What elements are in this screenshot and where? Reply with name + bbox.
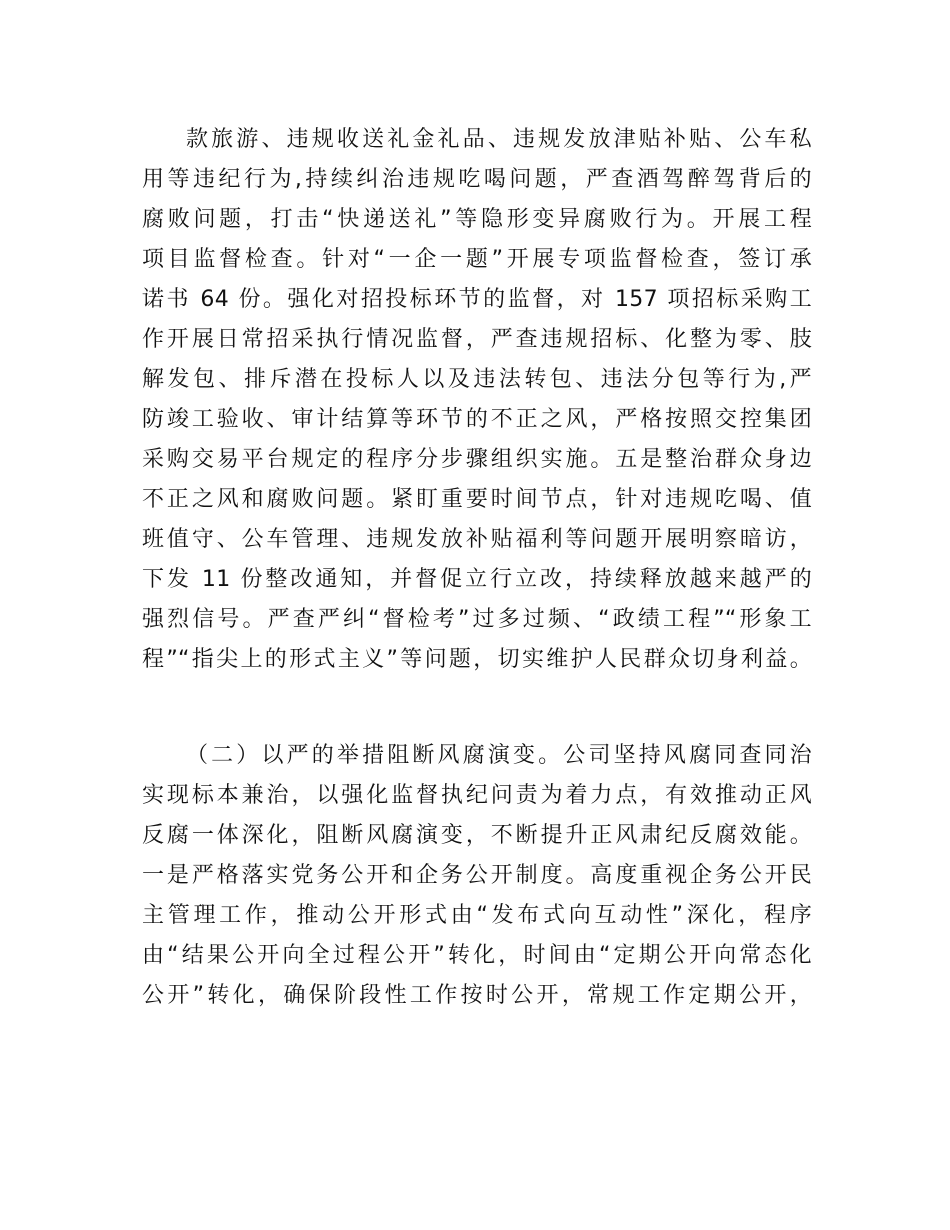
text-line: 项目监督检查。针对“一企一题”开展专项监督检查，签订承 xyxy=(142,247,812,272)
text-line: 实现标本兼治，以强化监督执纪问责为着力点，有效推动正风 xyxy=(142,783,812,808)
text-line: 由“结果公开向全过程公开”转化，时间由“定期公开向常态化 xyxy=(142,943,812,968)
text-line: 班值守、公车管理、违规发放补贴福利等问题开展明察暗访， xyxy=(142,527,812,552)
text-line: 强烈信号。严查严纠“督检考”过多过频、“政绩工程”“形象工 xyxy=(142,607,812,632)
text-line: 诺书 64 份。强化对招投标环节的监督，对 157 项招标采购工 xyxy=(142,287,812,312)
text-line: 采购交易平台规定的程序分步骤组织实施。五是整治群众身边 xyxy=(142,447,812,472)
text-line: 防竣工验收、审计结算等环节的不正之风，严格按照交控集团 xyxy=(142,407,812,432)
text-line: （二）以严的举措阻断风腐演变。公司坚持风腐同查同治 xyxy=(186,743,812,768)
paragraph-2 xyxy=(142,736,812,1016)
text-line: 作开展日常招采执行情况监督，严查违规招标、化整为零、肢 xyxy=(142,327,812,352)
text-line: 反腐一体深化，阻断风腐演变，不断提升正风肃纪反腐效能。 xyxy=(142,823,812,848)
text-line: 一是严格落实党务公开和企务公开制度。高度重视企务公开民 xyxy=(142,863,812,888)
text-line: 款旅游、违规收送礼金礼品、违规发放津贴补贴、公车私 xyxy=(186,127,812,152)
text-line: 程”“指尖上的形式主义”等问题，切实维护人民群众切身利益。 xyxy=(142,647,812,672)
text-line: 公开”转化，确保阶段性工作按时公开，常规工作定期公开， xyxy=(142,983,812,1008)
text-line: 主管理工作，推动公开形式由“发布式向互动性”深化，程序 xyxy=(142,903,812,928)
text-line: 腐败问题，打击“快递送礼”等隐形变异腐败行为。开展工程 xyxy=(142,207,812,232)
text-line: 下发 11 份整改通知，并督促立行立改，持续释放越来越严的 xyxy=(142,567,812,592)
text-line: 解发包、排斥潜在投标人以及违法转包、违法分包等行为,严 xyxy=(142,367,812,392)
text-line: 用等违纪行为,持续纠治违规吃喝问题，严查酒驾醉驾背后的 xyxy=(142,167,812,192)
paragraph-1 xyxy=(142,120,812,680)
text-line: 不正之风和腐败问题。紧盯重要时间节点，针对违规吃喝、值 xyxy=(142,487,812,512)
